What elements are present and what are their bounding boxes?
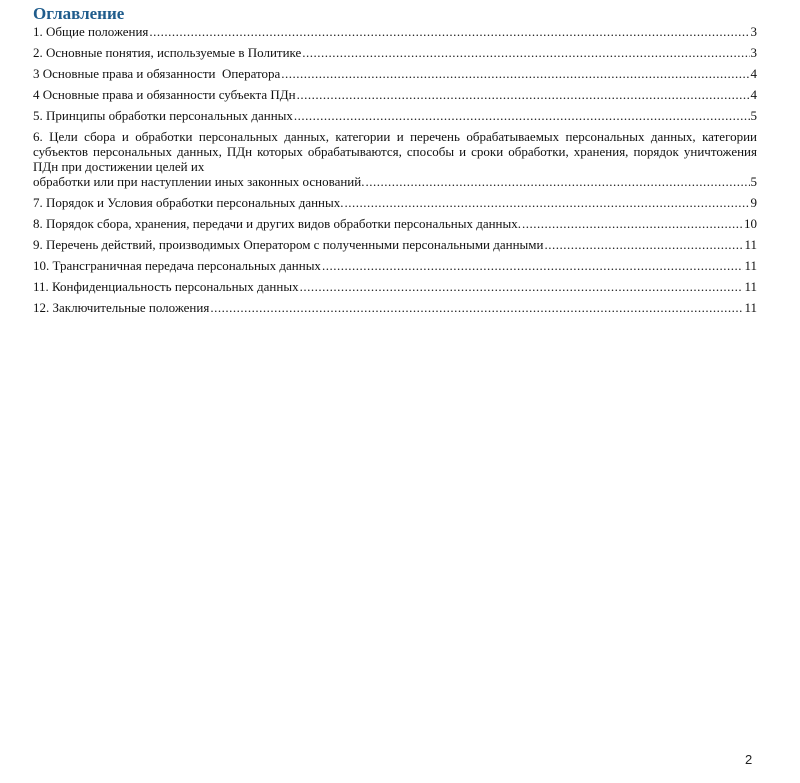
toc-entry-page: 4 [750, 66, 757, 81]
dot-leader [522, 216, 743, 231]
table-of-contents [33, 24, 757, 321]
dot-leader [281, 66, 749, 81]
toc-entry-text-last-line: обработки или при наступлении иных законных оснований. [33, 174, 365, 189]
toc-entry-text: 11. Конфиденциальность персональных данных [33, 279, 299, 294]
toc-entry-9[interactable] [33, 237, 757, 252]
toc-entry-5[interactable] [33, 108, 757, 123]
toc-entry-7[interactable] [33, 195, 757, 210]
toc-entry-6[interactable] [33, 129, 757, 189]
toc-entry-page: 3 [750, 45, 757, 60]
toc-entry-text: 12. Заключительные положения [33, 300, 210, 315]
dot-leader [322, 258, 744, 273]
toc-entry-10[interactable] [33, 258, 757, 273]
toc-entry-page: 5 [750, 174, 757, 189]
toc-entry-text: 3 Основные права и обязанности Оператора [33, 66, 281, 81]
toc-entry-text: 9. Перечень действий, производимых Оператором с полученными персональными данными [33, 237, 544, 252]
toc-entry-page: 3 [750, 24, 757, 39]
toc-entry-12[interactable] [33, 300, 757, 315]
toc-entry-page: 11 [744, 300, 757, 315]
dot-leader [297, 87, 750, 102]
dot-leader [345, 195, 750, 210]
toc-entry-2[interactable] [33, 45, 757, 60]
toc-entry-11[interactable] [33, 279, 757, 294]
toc-entry-text: 6. Цели сбора и обработки персональных данных, категории и перечень обрабатываемых персональных данных, категории субъектов персональных данных, ПДн которых обрабатываются, способы и сроки обработки, хранения, порядок уничтожения ПДн при достижении целей их [33, 129, 757, 174]
dot-leader [210, 300, 743, 315]
toc-entry-text: 10. Трансграничная передача персональных данных [33, 258, 321, 273]
toc-entry-page: 11 [744, 258, 757, 273]
toc-entry-page: 11 [744, 279, 757, 294]
toc-entry-text: 4 Основные права и обязанности субъекта ПДн [33, 87, 296, 102]
toc-entry-page: 4 [750, 87, 757, 102]
dot-leader [294, 108, 750, 123]
toc-entry-page: 10 [744, 216, 757, 231]
toc-entry-page: 11 [744, 237, 757, 252]
dot-leader [544, 237, 743, 252]
toc-entry-page: 5 [750, 108, 757, 123]
toc-entry-1[interactable] [33, 24, 757, 39]
toc-entry-8[interactable] [33, 216, 757, 231]
dot-leader [302, 45, 749, 60]
dot-leader [149, 24, 749, 39]
toc-entry-page: 9 [750, 195, 757, 210]
toc-entry-text: 1. Общие положения [33, 24, 149, 39]
toc-entry-text: 2. Основные понятия, используемые в Политике [33, 45, 302, 60]
dot-leader [365, 174, 749, 189]
toc-entry-text: 8. Порядок сбора, хранения, передачи и других видов обработки персональных данных. [33, 216, 521, 231]
toc-entry-3[interactable] [33, 66, 757, 81]
toc-title: Оглавление [33, 4, 125, 23]
toc-entry-text: 5. Принципы обработки персональных данных [33, 108, 293, 123]
toc-entry-4[interactable] [33, 87, 757, 102]
toc-entry-text: 7. Порядок и Условия обработки персональных данных. [33, 195, 344, 210]
dot-leader [300, 279, 744, 294]
page-number: 2 [745, 752, 753, 767]
